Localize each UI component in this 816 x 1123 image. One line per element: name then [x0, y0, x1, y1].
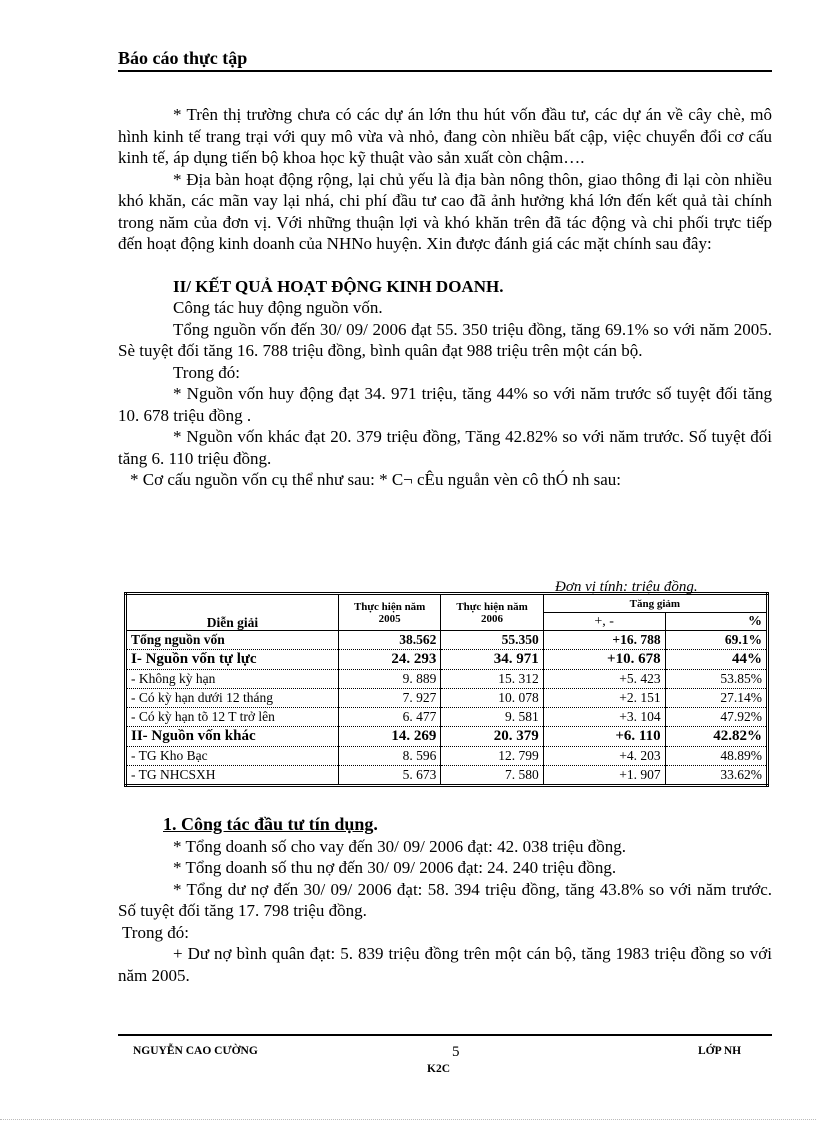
row-label: Tổng nguồn vốn [126, 631, 339, 650]
section-title-results: II/ KẾT QUẢ HOẠT ĐỘNG KINH DOANH. [173, 276, 504, 296]
footer-class-label: LỚP NH [698, 1045, 742, 1057]
header-2006: Thực hiện năm 2006 [441, 594, 543, 631]
row-2006: 15. 312 [441, 670, 543, 689]
row-diff: +1. 907 [543, 766, 665, 786]
row-2005: 14. 269 [338, 727, 440, 747]
header-plus-minus: +, - [543, 613, 665, 631]
row-pct: 42.82% [665, 727, 767, 747]
table-row [126, 650, 768, 670]
credit-loan-sales: * Tổng doanh số cho vay đến 30/ 09/ 2006 đạt: 42. 038 triệu đồng. [173, 836, 626, 856]
row-label: - TG Kho Bạc [126, 747, 339, 766]
row-2005: 38.562 [338, 631, 440, 650]
row-2005: 5. 673 [338, 766, 440, 786]
header-percent: % [665, 613, 767, 631]
row-2006: 34. 971 [441, 650, 543, 670]
row-pct: 44% [665, 650, 767, 670]
row-diff: +2. 151 [543, 689, 665, 708]
row-2005: 7. 927 [338, 689, 440, 708]
row-2006: 55.350 [441, 631, 543, 650]
row-label: - Có kỳ hạn tõ 12 T trở lên [126, 708, 339, 727]
row-2006: 10. 078 [441, 689, 543, 708]
header-tang-giam: Tăng giảm [543, 594, 767, 613]
header-title: Báo cáo thực tập [118, 48, 248, 68]
capital-table [124, 592, 769, 787]
row-2005: 24. 293 [338, 650, 440, 670]
row-2005: 8. 596 [338, 747, 440, 766]
credit-debt-collection: * Tổng doanh số thu nợ đến 30/ 09/ 2006 đạt: 24. 240 triệu đồng. [173, 858, 617, 877]
paragraph-market: * Trên thị trường chưa có các dự án lớn thu hút vốn đầu tư, các dự án về cây chè, mô hình kinh tế trang trại với quy mô vừa và nhỏ, đang còn nhiều bất cập, việc chuyển đổi cơ cấu kinh tế, áp dụng tiến bộ khoa học kỹ thuật vào sản xuất còn chậm…. [118, 105, 772, 167]
row-pct: 69.1% [665, 631, 767, 650]
credit-title-period: . [373, 814, 378, 834]
header-dien-giai: Diễn giải [126, 594, 339, 631]
header-divider [118, 70, 772, 72]
subtitle-capital: Công tác huy động nguồn vốn. [173, 298, 383, 317]
paragraph-other-capital: * Nguồn vốn khác đạt 20. 379 triệu đồng, Tăng 42.82% so với năm trước. Số tuyệt đối tăng 6. 110 triệu đồng. [118, 427, 772, 468]
footer-author: NGUYỄN CAO CƯỜNG [133, 1045, 258, 1057]
row-pct: 27.14% [665, 689, 767, 708]
table-row [126, 766, 768, 786]
credit-trong-do: Trong đó: [122, 922, 189, 942]
row-diff: +4. 203 [543, 747, 665, 766]
row-2006: 20. 379 [441, 727, 543, 747]
credit-outstanding: * Tổng dư nợ đến 30/ 09/ 2006 đạt: 58. 394 triệu đồng, tăng 43.8% so với năm trước. Số tuyệt đối tăng 17. 798 triệu đồng. [118, 879, 772, 920]
footer-class-code: K2C [427, 1063, 450, 1075]
table-row [126, 631, 768, 650]
page-edge-divider [0, 1119, 816, 1120]
body-section-credit [118, 814, 772, 986]
row-2006: 12. 799 [441, 747, 543, 766]
paragraph-total-capital: Tổng nguồn vốn đến 30/ 09/ 2006 đạt 55. 350 triệu đồng, tăng 69.1% so với năm 2005. Sè tuyệt đối tăng 16. 788 triệu đồng, bình quân đạt 988 triệu trên một cán bộ. [118, 319, 772, 360]
page-number: 5 [452, 1044, 460, 1060]
row-label: I- Nguồn vốn tự lực [126, 650, 339, 670]
row-diff: +6. 110 [543, 727, 665, 747]
paragraph-mobilized: * Nguồn vốn huy động đạt 34. 971 triệu, tăng 44% so với năm trước số tuyệt đối tăng 10. 678 triệu đồng . [118, 384, 772, 425]
credit-average: + Dư nợ bình quân đạt: 5. 839 triệu đồng trên một cán bộ, tăng 1983 triệu đồng so với năm 2005. [118, 944, 772, 985]
body-section-1 [118, 104, 772, 491]
row-2006: 7. 580 [441, 766, 543, 786]
structure-line: * Cơ cấu nguồn vốn cụ thể như sau: * C¬ cÊu nguån vèn cô thÓ nh sau: [130, 470, 621, 489]
row-2005: 9. 889 [338, 670, 440, 689]
row-2005: 6. 477 [338, 708, 440, 727]
row-diff: +3. 104 [543, 708, 665, 727]
table-row [126, 708, 768, 727]
credit-title-line [118, 814, 772, 836]
trong-do-label: Trong đó: [173, 362, 240, 382]
row-diff: +10. 678 [543, 650, 665, 670]
row-label: - Không kỳ hạn [126, 670, 339, 689]
table-row [126, 670, 768, 689]
row-label: II- Nguồn vốn khác [126, 727, 339, 747]
row-pct: 53.85% [665, 670, 767, 689]
table-row [126, 689, 768, 708]
table-row [126, 747, 768, 766]
unit-label: Đơn vị tính: triệu đồng. [555, 579, 698, 595]
row-label: - TG NHCSXH [126, 766, 339, 786]
paragraph-area: * Địa bàn hoạt động rộng, lại chủ yếu là địa bàn nông thôn, giao thông đi lại còn nhiều khó khăn, các mãn vay lại nhá, chi phí đầu tư cao đã ảnh hưởng khá lớn đến kết quả tài chính trong năm của đơn vị. Với những thuận lợi và khó khăn trên đã tác động và chi phối trực tiếp đến hoạt động kinh doanh của NHNo huyện. Xin được đánh giá các mặt chính sau đây: [118, 169, 772, 253]
row-label: - Có kỳ hạn dưới 12 tháng [126, 689, 339, 708]
footer-divider [118, 1034, 772, 1036]
row-diff: +5. 423 [543, 670, 665, 689]
row-pct: 48.89% [665, 747, 767, 766]
row-2006: 9. 581 [441, 708, 543, 727]
header-2005: Thực hiện năm 2005 [338, 594, 440, 631]
credit-title: 1. Công tác đầu tư tín dụng [163, 814, 374, 834]
row-pct: 33.62% [665, 766, 767, 786]
row-diff: +16. 788 [543, 631, 665, 650]
table-row [126, 727, 768, 747]
row-pct: 47.92% [665, 708, 767, 727]
